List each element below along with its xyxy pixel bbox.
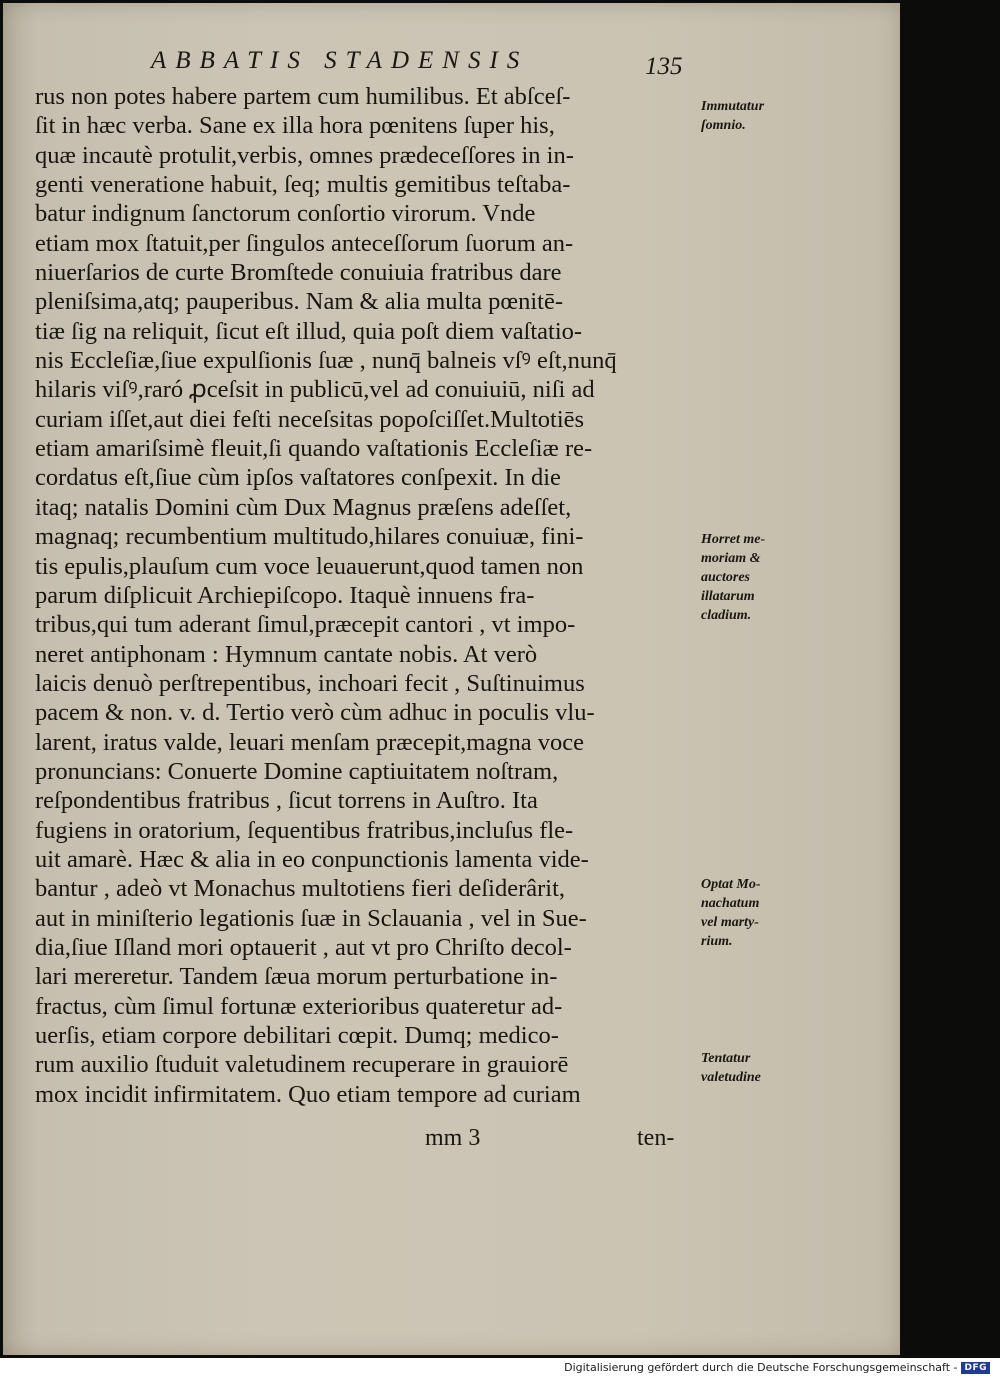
text-line: dia,ſiue Iſland mori optauerit , aut vt pro Chriſto decol-: [35, 933, 572, 961]
body-text: [35, 82, 695, 1109]
marginal-line: valetudine: [701, 1070, 761, 1085]
marginal-line: Horret me-: [701, 532, 766, 547]
marginal-line: illatarum: [701, 589, 755, 604]
text-line: fugiens in oratorium, ſequentibus fratribus,incluſus fle-: [35, 816, 574, 844]
dfg-logo: DFG: [961, 1362, 990, 1374]
marginal-line: moriam &: [701, 551, 761, 566]
footer-text: Digitalisierung gefördert durch die Deutsche Forschungsgemeinschaft -: [564, 1361, 958, 1374]
text-line: fractus, cùm ſimul fortunæ exterioribus quateretur ad-: [35, 992, 563, 1020]
text-line: uit amarè. Hæc & alia in eo conpunctionis lamenta vide-: [35, 845, 589, 873]
marginal-note-optat: [701, 875, 761, 951]
text-line: pronuncians: Conuerte Domine captiuitatem noſtram,: [35, 757, 559, 785]
text-line: tis epulis,plauſum cum voce leuauerunt,quod tamen non: [35, 552, 584, 580]
catchword: ten-: [637, 1125, 675, 1151]
marginal-line: cladium.: [701, 608, 752, 623]
text-line: larent, iratus valde, leuari menſam præcepit,magna voce: [35, 728, 584, 756]
text-line: niuerſarios de curte Bromſtede conuiuia fratribus dare: [35, 259, 562, 287]
text-line: nis Eccleſiæ,ſiue expulſionis ſuæ , nunq̄ balneis vſꝰ eſt,nunq̄: [35, 347, 617, 375]
text-line: itaq; natalis Domini cùm Dux Magnus præſens adeſſet,: [35, 493, 572, 521]
marginal-line: Immutatur: [701, 99, 765, 114]
book-page: [3, 3, 900, 1355]
text-line: curiam iſſet,aut diei feſti neceſsitas popoſciſſet.Multotiēs: [35, 405, 585, 433]
text-line: etiam mox ſtatuit,per ſingulos anteceſſorum ſuorum an-: [35, 229, 574, 257]
text-line: laicis denuò perſtrepentibus, inchoari fecit , Suſtinuimus: [35, 669, 585, 697]
running-head: ABBATIS STADENSIS: [151, 47, 529, 74]
signature-mark: mm 3: [425, 1125, 481, 1151]
text-line: hilaris viſꝰ,raró ꝓceſsit in publicū,vel ad conuiuiū, niſi ad: [35, 376, 595, 404]
marginal-line: vel marty-: [701, 915, 759, 930]
marginal-line: nachatum: [701, 896, 760, 911]
text-line: etiam amariſsimè fleuit,ſi quando vaſtationis Eccleſiæ re-: [35, 435, 593, 463]
text-line: rum auxilio ſtuduit valetudinem recuperare in grauiorē: [35, 1051, 569, 1079]
marginal-line: rium.: [701, 934, 733, 949]
marginal-note-immutatur: [701, 97, 764, 135]
text-line: magnaq; recumbentium multitudo,hilares conuiuæ, fini-: [35, 523, 584, 551]
text-line: bantur , adeò vt Monachus multotiens fieri deſiderârit,: [35, 875, 566, 903]
text-line: uerſis, etiam corpore debilitari cœpit. Dumq; medico-: [35, 1022, 559, 1049]
marginal-line: Tentatur: [701, 1051, 751, 1066]
text-line: genti veneratione habuit, ſeq; multis gemitibus teſtaba-: [35, 171, 571, 199]
text-line: neret antiphonam : Hymnum cantate nobis. At verò: [35, 640, 538, 668]
marginal-note-tentatur: [701, 1049, 761, 1087]
marginal-line: Optat Mo-: [701, 877, 761, 892]
text-line: tribus,qui tum aderant ſimul,præcepit cantori , vt impo-: [35, 611, 576, 639]
text-line: ſit in hæc verba. Sane ex illa hora pœnitens ſuper his,: [35, 112, 555, 140]
text-line: mox incidit infirmitatem. Quo etiam tempore ad curiam: [35, 1080, 581, 1108]
text-line: rus non potes habere partem cum humilibus. Et abſceſ-: [35, 83, 571, 110]
marginal-line: auctores: [701, 570, 750, 585]
text-line: aut in miniſterio legationis ſuæ in Sclauania , vel in Sue-: [35, 904, 587, 932]
page-number: 135: [645, 53, 683, 80]
footer-credit: [564, 1361, 990, 1374]
text-line: lari mereretur. Tandem ſæua morum perturbatione in-: [35, 963, 558, 991]
marginal-note-horret: [701, 530, 765, 625]
text-line: parum diſplicuit Archiepiſcopo. Itaquè innuens fra-: [35, 581, 535, 609]
text-line: batur indignum ſanctorum conſortio virorum. Vnde: [35, 200, 536, 228]
marginal-line: ſomnio.: [701, 118, 746, 133]
text-line: pleniſsima,atq; pauperibus. Nam & alia multa pœnitē-: [35, 288, 563, 316]
text-line: cordatus eſt,ſiue cùm ipſos vaſtatores conſpexit. In die: [35, 464, 561, 492]
text-line: quæ incautè protulit,verbis, omnes prædeceſſores in in-: [35, 141, 574, 169]
text-line: pacem & non. v. d. Tertio verò cùm adhuc in poculis vlu-: [35, 699, 595, 727]
text-line: reſpondentibus fratribus , ſicut torrens in Auſtro. Ita: [35, 787, 538, 815]
text-line: tiæ ſig na reliquit, ſicut eſt illud, quia poſt diem vaſtatio-: [35, 317, 583, 345]
